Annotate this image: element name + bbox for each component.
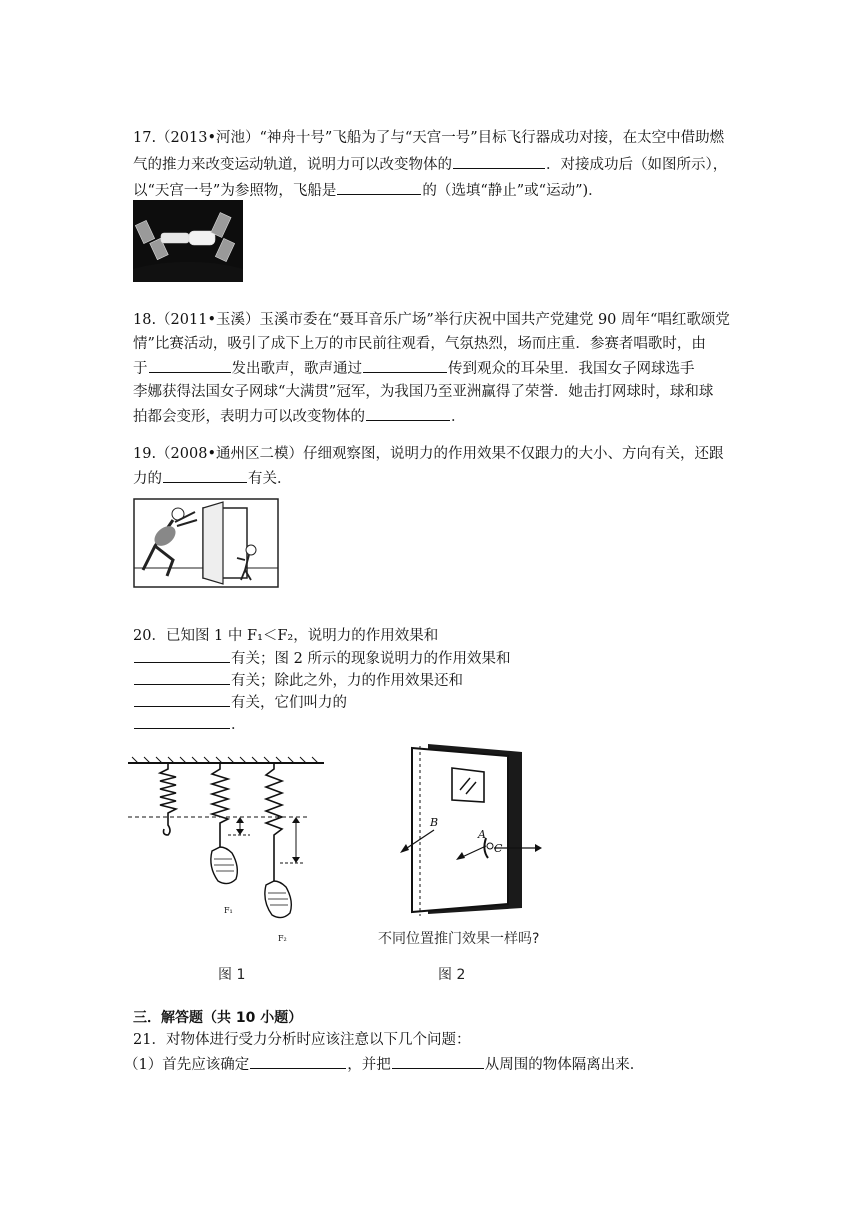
q17-line1: 17.（2013•河池）“神舟十号”飞船为了与“天宫一号”目标飞行器成功对接，在太空中借助燃 (133, 130, 725, 146)
spacecraft-docking-image (133, 200, 243, 282)
q17-text: 气的推力来改变运动轨道，说明力可以改变物体的 (133, 157, 452, 173)
q20-line5 (133, 714, 246, 735)
q18-text: ． (451, 409, 466, 425)
q17-text: 以“天宫一号”为参照物，飞船是 (133, 183, 337, 199)
q19-line1: 19.（2008•通州区二模）仔细观察图，说明力的作用效果不仅跟力的大小、方向有关，还跟 (133, 446, 724, 462)
q18-line3 (133, 358, 695, 379)
point-b-label: B (430, 816, 439, 829)
q18-line5 (133, 406, 466, 427)
answer-blank[interactable] (250, 1054, 346, 1069)
q21-line2 (124, 1054, 644, 1075)
q18-text: 发出歌声，歌声通过 (231, 361, 362, 377)
answer-blank[interactable] (134, 648, 230, 663)
figure-2-door (390, 740, 550, 920)
q20-line4 (133, 692, 347, 713)
q21-line1: 21．对物体进行受力分析时应该注意以下几个问题： (133, 1032, 471, 1048)
answer-blank[interactable] (363, 358, 447, 373)
q21-text: （1）首先应该确定 (124, 1057, 250, 1073)
figure-1-springs (128, 755, 324, 945)
section-3-title: 三．解答题（共 10 小题） (133, 1010, 303, 1026)
q19-text: 力的 (133, 471, 162, 487)
figure-1-caption: 图 1 (218, 967, 246, 983)
q18-line4: 李娜获得法国女子网球“大满贯”冠军，为我国乃至亚洲赢得了荣誉．她击打网球时，球和球 (133, 384, 714, 400)
q18-line2: 情”比赛活动，吸引了成下上万的市民前往观看，气氛热烈，场而庄重．参赛者唱歌时，由 (133, 336, 706, 352)
f1-label: F₁ (224, 906, 233, 915)
point-c-label: C (494, 842, 503, 855)
q20-text: 有关，它们叫力的 (231, 695, 347, 711)
answer-blank[interactable] (134, 692, 230, 707)
q18-text: 拍都会变形，表明力可以改变物体的 (133, 409, 365, 425)
q21-text: 从周围的物体隔离出来． (484, 1057, 645, 1073)
q19-text: 有关． (248, 471, 292, 487)
q18-text: 于 (133, 361, 148, 377)
figure-2-question: 不同位置推门效果一样吗? (378, 931, 540, 947)
answer-blank[interactable] (149, 358, 231, 373)
door-pushing-illustration (133, 498, 279, 588)
q20-text: 有关；图 2 所示的现象说明力的作用效果和 (231, 651, 511, 667)
answer-blank[interactable] (134, 714, 230, 729)
q20-line3 (133, 670, 463, 691)
q17-line3 (133, 180, 603, 201)
answer-blank[interactable] (337, 180, 421, 195)
q20-text: 有关；除此之外，力的作用效果还和 (231, 673, 463, 689)
q18-line1: 18.（2011•玉溪）玉溪市委在“聂耳音乐广场”举行庆祝中国共产党建党 90 周年“唱红歌颂党 (133, 312, 730, 328)
f2-label: F₂ (278, 934, 287, 943)
q17-text: 的（选填“静止”或“运动”)． (422, 183, 603, 199)
q17-line2 (133, 154, 727, 175)
q20-line1: 20．已知图 1 中 F₁＜F₂，说明力的作用效果和 (133, 628, 439, 644)
point-a-label: A (478, 828, 486, 841)
answer-blank[interactable] (453, 154, 545, 169)
q19-line2 (133, 468, 292, 489)
q17-text: ．对接成功后（如图所示）， (546, 157, 728, 173)
answer-blank[interactable] (366, 406, 450, 421)
q21-text: ，并把 (347, 1057, 391, 1073)
answer-blank[interactable] (392, 1054, 484, 1069)
answer-blank[interactable] (134, 670, 230, 685)
figure-2-caption: 图 2 (438, 967, 466, 983)
answer-blank[interactable] (163, 468, 247, 483)
q20-line2 (133, 648, 510, 669)
q18-text: 传到观众的耳朵里．我国女子网球选手 (448, 361, 695, 377)
q20-text: ． (231, 717, 246, 733)
